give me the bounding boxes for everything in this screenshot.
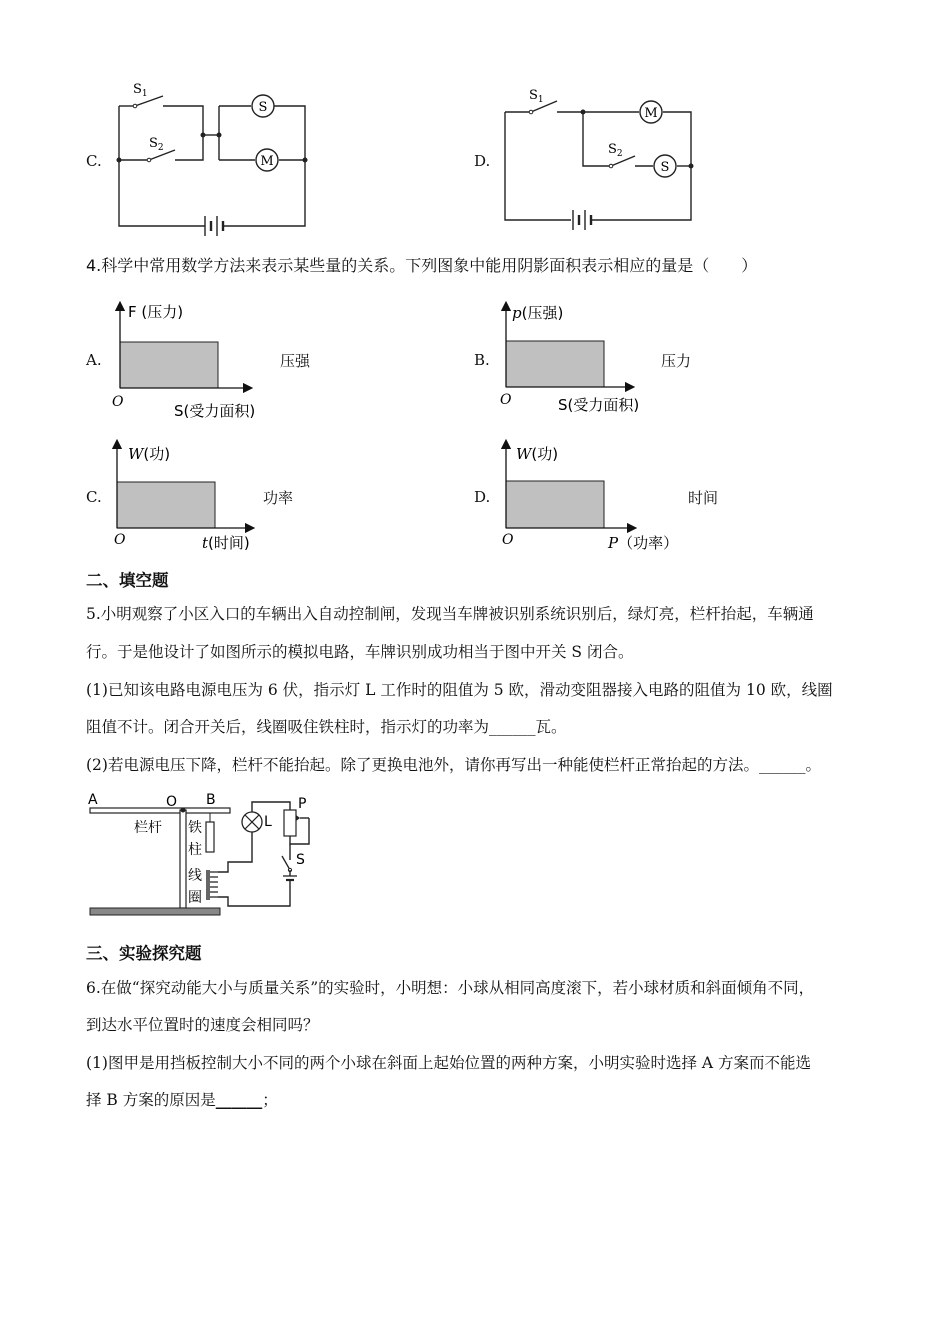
motor-symbol-label: M: [644, 106, 658, 121]
question-5-line-3: (1)已知该电路电源电压为 6 伏，指示灯 L 工作时的阻值为 5 欧，滑动变阻器接入电路的阻值为 10 欧，线圈: [86, 681, 833, 699]
quantity-b: 压力: [661, 352, 692, 370]
option-b-label: B.: [474, 351, 490, 369]
y-axis-variable: p: [512, 304, 522, 322]
x-axis-variable: t: [202, 534, 209, 552]
iron-rod: [206, 822, 214, 852]
shaded-area: [120, 342, 218, 388]
lamp-symbol-label: S: [660, 160, 670, 175]
question-6-line-4-end: ；: [262, 1091, 278, 1109]
motor-symbol-label: M: [260, 154, 274, 169]
lamp-symbol-label: S: [258, 100, 268, 115]
option-d-label: D.: [474, 152, 491, 170]
question-5-line-2: 行。于是他设计了如图所示的模拟电路，车牌识别成功相当于图中开关 S 闭合。: [86, 643, 634, 661]
graph-c-work-vs-time: [106, 438, 276, 556]
origin-label: O: [114, 532, 126, 548]
answer-blank[interactable]: ______: [215, 1090, 263, 1109]
question-4-stem: 4.科学中常用数学方法来表示某些量的关系。下列图象中能用阴影面积表示相应的量是（ ）: [86, 256, 758, 275]
graph-a-pressure-vs-area: [108, 296, 298, 422]
rheostat: [284, 810, 296, 836]
barrier-label: 栏杆: [134, 820, 162, 836]
point-a-label: A: [88, 792, 98, 808]
section-heading-experiment: 三、实验探究题: [86, 944, 202, 963]
svg-text:S2: [608, 142, 623, 159]
y-axis-label: (功): [531, 445, 559, 463]
coil-label-1: 线: [188, 868, 202, 884]
iron-label-2: 柱: [188, 842, 202, 858]
svg-text:S1: [133, 82, 148, 99]
s2-label: S: [149, 136, 158, 151]
point-b-label: B: [206, 792, 216, 808]
x-axis-label: （功率）: [618, 534, 679, 552]
svg-text:P（功率）: [607, 534, 678, 552]
quantity-c: 功率: [263, 489, 294, 507]
shaded-area: [506, 341, 604, 387]
switch-s-label: S: [296, 852, 305, 868]
s1-subscript: 1: [141, 89, 148, 99]
y-axis-label: (功): [143, 445, 171, 463]
barrier-circuit-figure: [84, 788, 334, 924]
svg-text:S1: [529, 88, 544, 105]
x-axis-label: S(受力面积): [174, 402, 256, 420]
svg-text:p(压强): [512, 304, 563, 322]
svg-text:t(时间): [202, 534, 250, 552]
base-plate: [90, 908, 220, 915]
s1-label: S: [133, 82, 142, 97]
y-axis-label: F (压力): [128, 303, 184, 321]
origin-label: O: [500, 392, 512, 408]
svg-text:W(功): [128, 445, 170, 463]
s1-label: S: [529, 88, 538, 103]
option-c-label: C.: [86, 152, 102, 170]
x-axis-label: (时间): [208, 534, 250, 552]
barrier-bar: [90, 808, 230, 813]
pivot-o-label: O: [166, 794, 178, 810]
s2-label: S: [608, 142, 617, 157]
origin-label: O: [502, 532, 514, 548]
iron-label-1: 铁: [188, 820, 202, 836]
svg-text:W(功): [516, 445, 558, 463]
s2-subscript: 2: [616, 149, 623, 159]
question-5-line-1: 5.小明观察了小区入口的车辆出入自动控制闸，发现当车牌被识别系统识别后，绿灯亮，栏杆抬起，车辆通: [86, 605, 814, 623]
lamp-l-label: L: [264, 814, 272, 830]
question-5-line-5: (2)若电源电压下降，栏杆不能抬起。除了更换电池外，请你再写出一种能使栏杆正常抬起的方法。______。: [86, 756, 821, 774]
y-axis-variable: W: [516, 445, 532, 463]
option-c-label: C.: [86, 488, 102, 506]
quantity-d: 时间: [688, 489, 719, 507]
svg-text:S2: [149, 136, 164, 153]
graph-d-work-vs-power: [494, 438, 694, 556]
option-d-label: D.: [474, 488, 491, 506]
shaded-area: [117, 482, 215, 528]
question-6-line-4-text: 择 B 方案的原因是: [86, 1091, 216, 1109]
coil-label-2: 圈: [188, 890, 202, 906]
s2-subscript: 2: [157, 143, 164, 153]
circuit-diagram-c: [105, 80, 325, 240]
circuit-diagram-d: [495, 80, 715, 240]
quantity-a: 压强: [280, 352, 311, 370]
slider-p-label: P: [298, 796, 307, 812]
graph-b-force-vs-area: [494, 296, 684, 422]
shaded-area: [506, 481, 604, 528]
s1-subscript: 1: [537, 95, 544, 105]
origin-label: O: [112, 394, 124, 410]
x-axis-label: S(受力面积): [558, 396, 640, 414]
y-axis-variable: W: [128, 445, 144, 463]
y-axis-label: (压强): [521, 304, 564, 322]
section-heading-fill-in: 二、填空题: [86, 571, 169, 590]
option-a-label: A.: [86, 351, 102, 369]
question-5-line-4: 阻值不计。闭合开关后，线圈吸住铁柱时，指示灯的功率为______瓦。: [86, 718, 567, 736]
question-6-line-2: 到达水平位置时的速度会相同吗？: [86, 1016, 319, 1034]
x-axis-variable: P: [608, 534, 619, 552]
question-6-line-1: 6.在做“探究动能大小与质量关系”的实验时，小明想：小球从相同高度滚下，若小球材质和斜面倾角不同，: [86, 979, 815, 997]
support-pole: [180, 810, 186, 908]
question-6-line-3: (1)图甲是用挡板控制大小不同的两个小球在斜面上起始位置的两种方案，小明实验时选择 A 方案而不能选: [86, 1054, 812, 1072]
question-6-line-4: [86, 1090, 278, 1110]
